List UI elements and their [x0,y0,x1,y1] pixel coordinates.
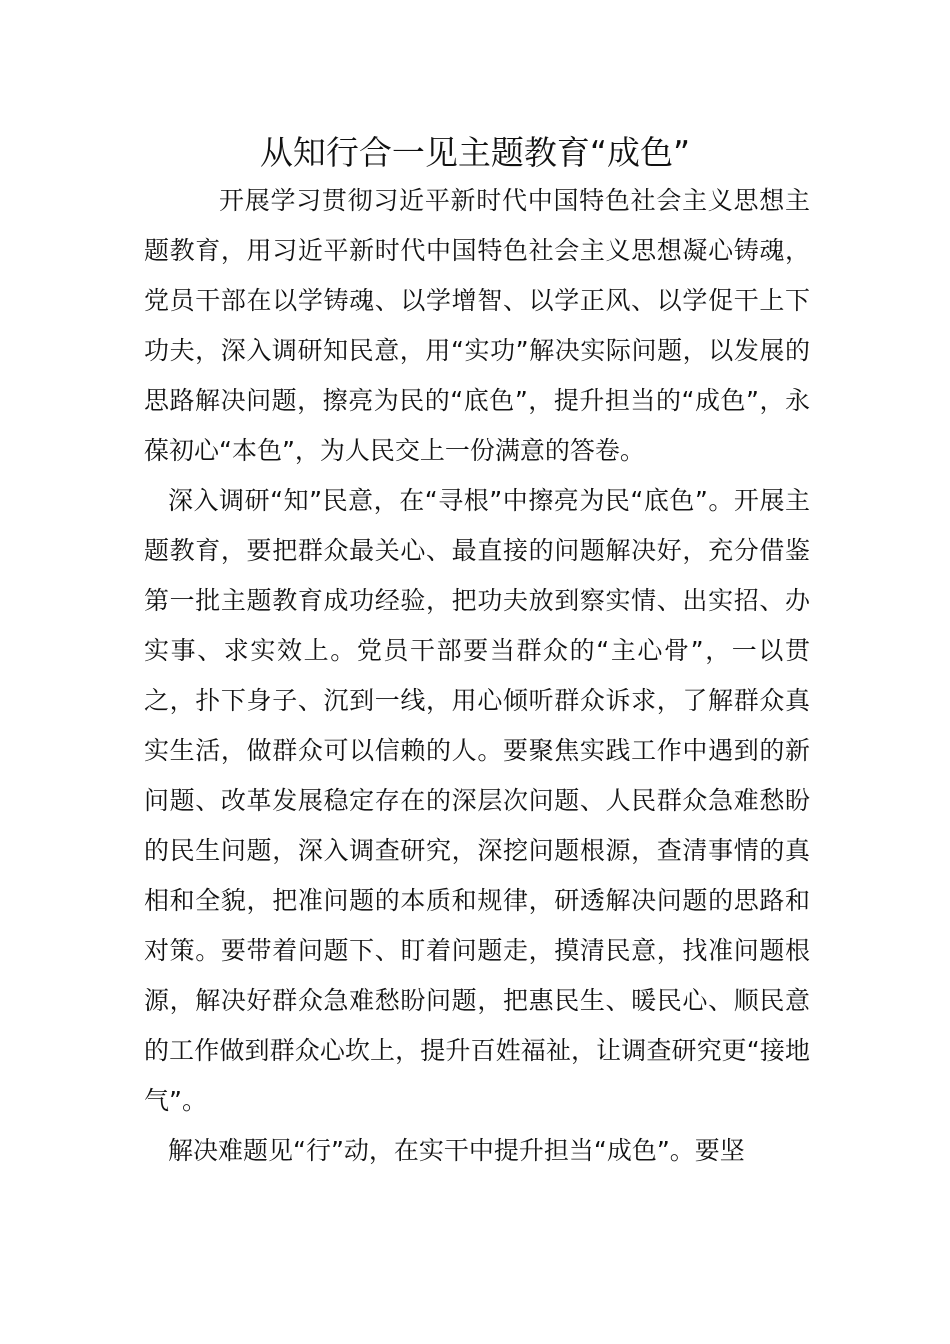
paragraph-intro: 开展学习贯彻习近平新时代中国特色社会主义思想主题教育，用习近平新时代中国特色社会主义思想凝心铸魂，党员干部在以学铸魂、以学增智、以学正风、以学促干上下功夫，深入调研知民意，用“实功”解决实际问题，以发展的思路解决问题，擦亮为民的“底色”，提升担当的“成色”，永葆初心“本色”，为人民交上一份满意的答卷。 [144,186,810,465]
paragraph-research: 深入调研“知”民意，在“寻根”中擦亮为民“底色”。开展主题教育，要把群众最关心、最直接的问题解决好，充分借鉴第一批主题教育成功经验，把功夫放到察实情、出实招、办实事、求实效上。党员干部要当群众的“主心骨”，一以贯之，扑下身子、沉到一线，用心倾听群众诉求，了解群众真实生活，做群众可以信赖的人。要聚焦实践工作中遇到的新问题、改革发展稳定存在的深层次问题、人民群众急难愁盼的民生问题，深入调查研究，深挖问题根源，查清事情的真相和全貌，把准问题的本质和规律，研透解决问题的思路和对策。要带着问题下、盯着问题走，摸清民意，找准问题根源，解决好群众急难愁盼问题，把惠民生、暖民心、顺民意的工作做到群众心坎上，提升百姓福祉，让调查研究更“接地气”。 [144,486,810,1115]
document-body [144,176,810,1176]
document-title: 从知行合一见主题教育“成色” [259,133,691,172]
paragraph-action: 解决难题见“行”动，在实干中提升担当“成色”。要坚 [168,1136,745,1165]
